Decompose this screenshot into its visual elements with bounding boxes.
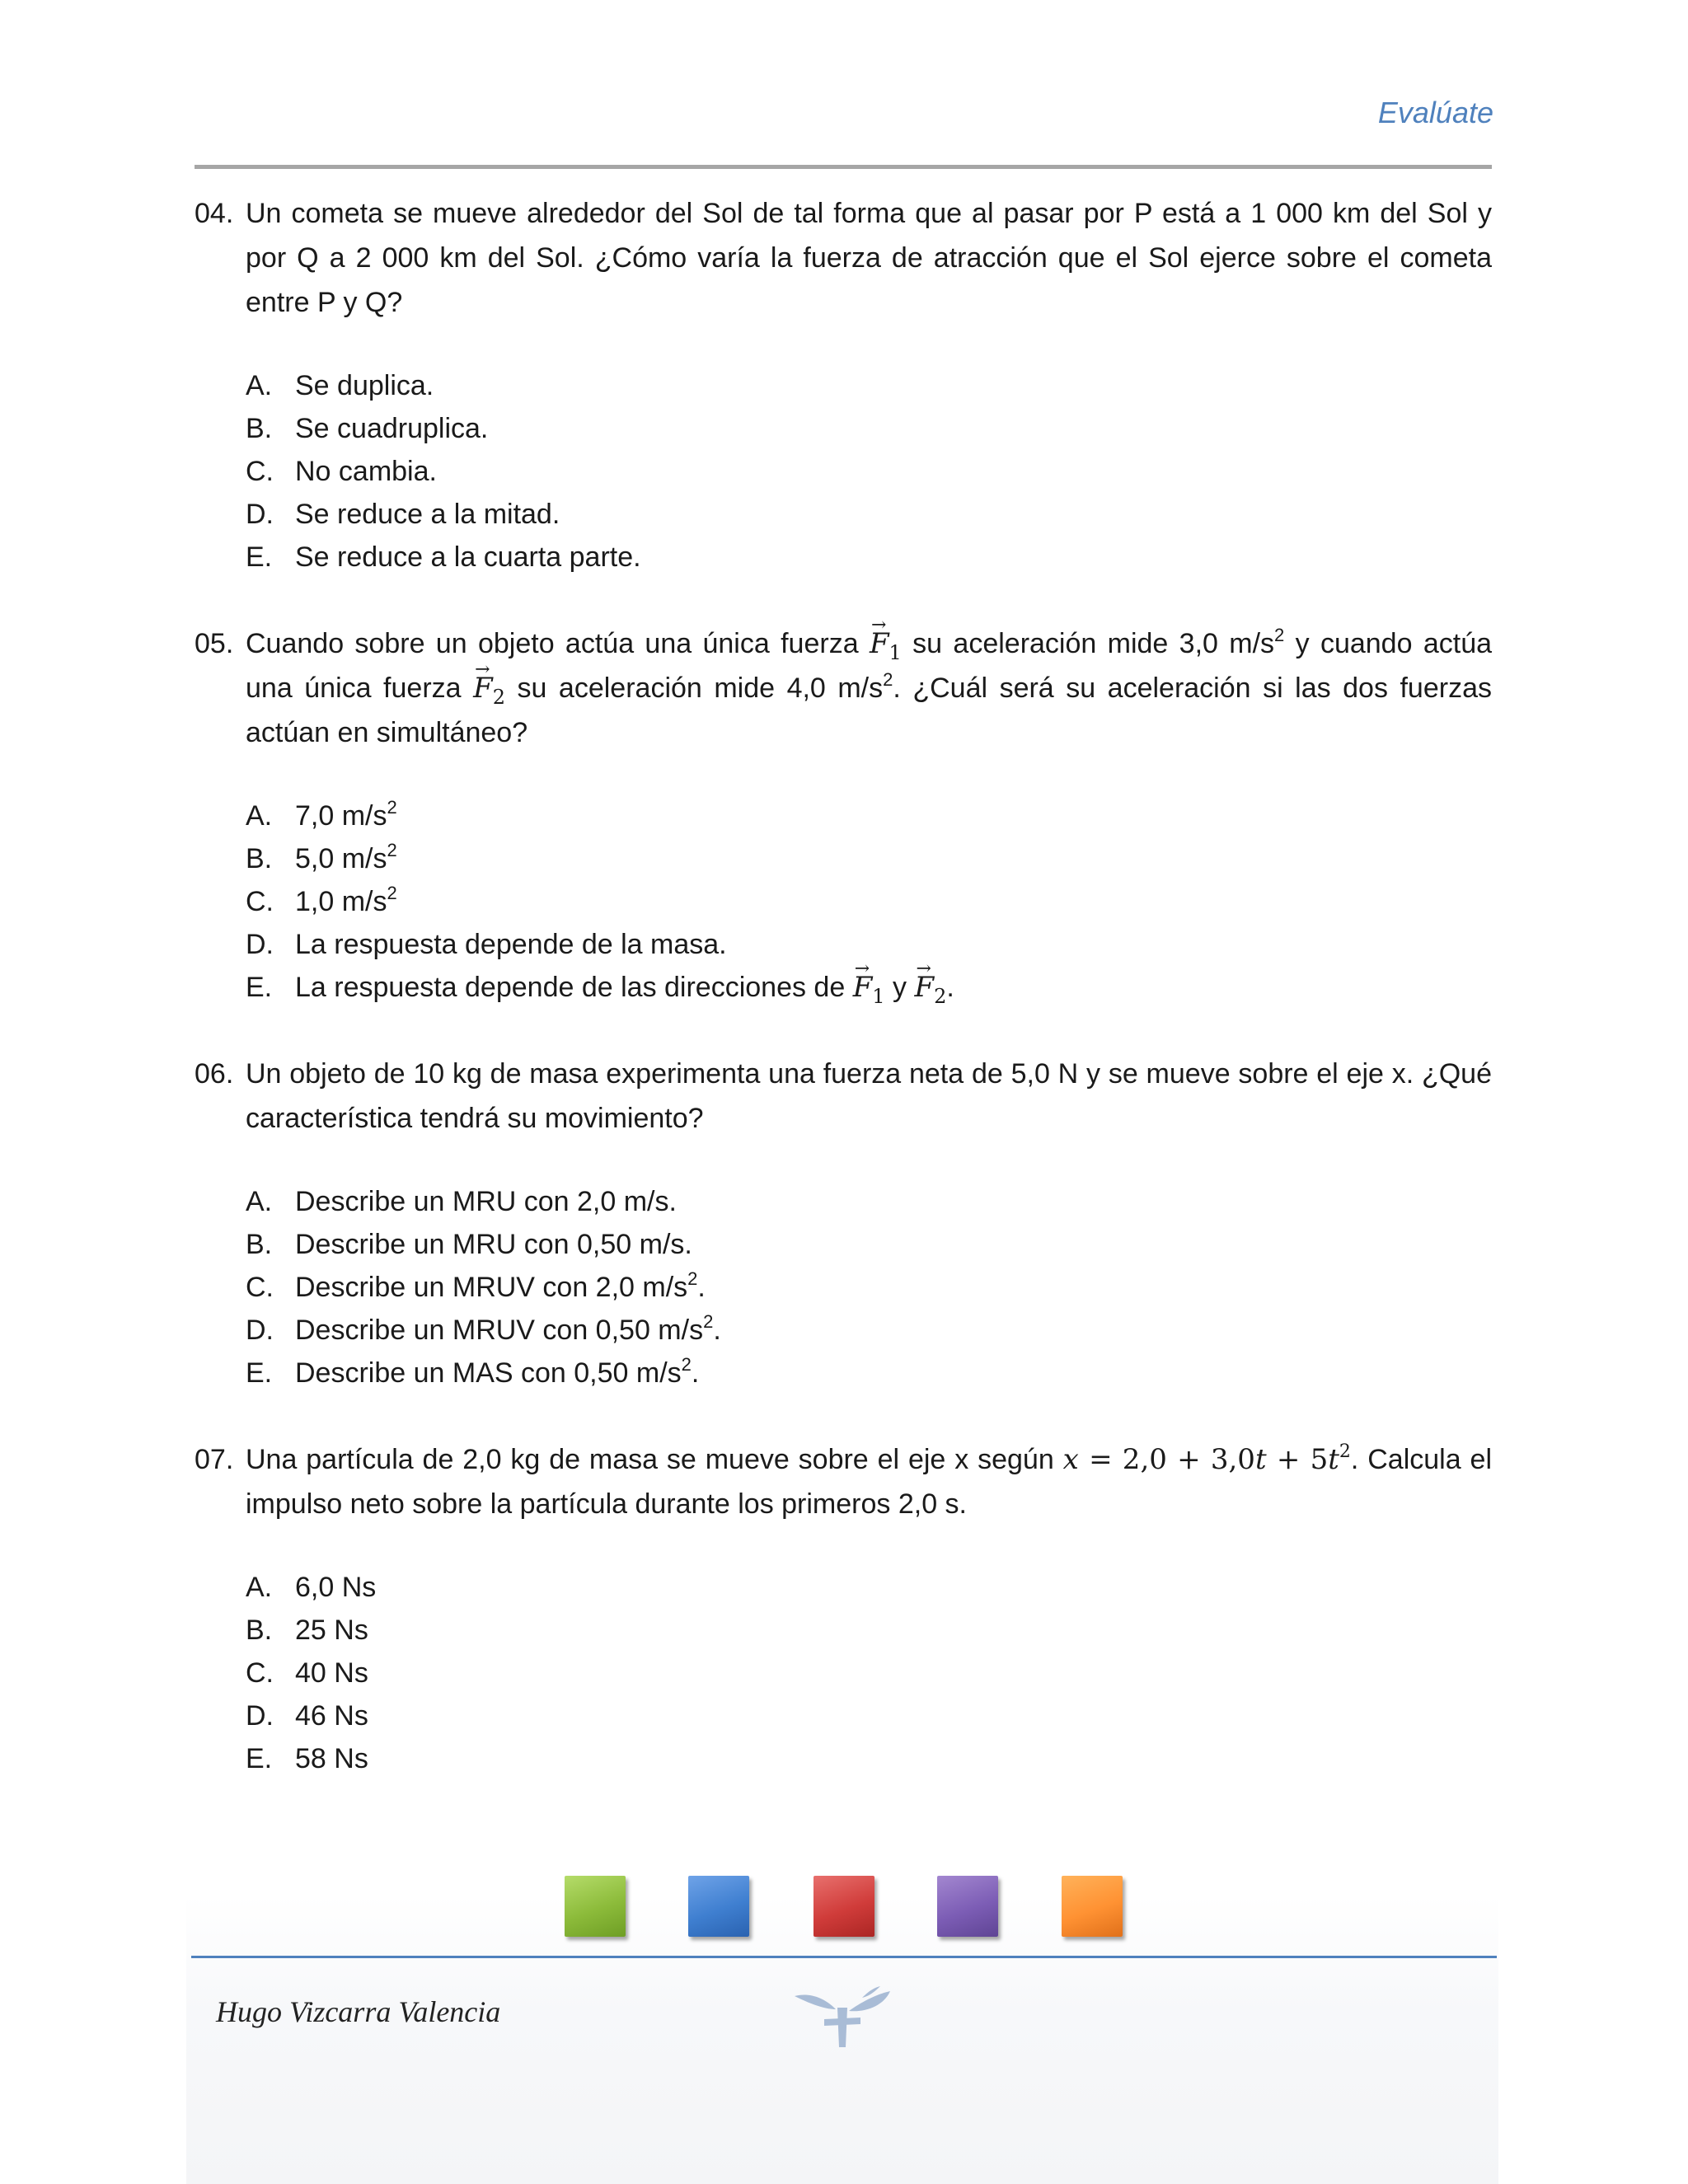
header-divider <box>195 165 1492 169</box>
option-text: La respuesta depende de la masa. <box>295 929 727 960</box>
option-text: No cambia. <box>295 456 437 487</box>
option-item <box>246 880 1492 923</box>
option-letter: D. <box>246 499 274 530</box>
options-list-04 <box>246 364 1492 579</box>
option-letter: D. <box>246 929 274 960</box>
question-text-part: . ¿Cuál será su aceleración si las dos fuerzas actúan en simultáneo? <box>246 673 1492 748</box>
exponent: 2 <box>387 840 397 860</box>
option-letter: A. <box>246 1572 273 1603</box>
option-letter: C. <box>246 1272 274 1303</box>
option-letter: E. <box>246 1743 273 1774</box>
question-text <box>246 1437 1492 1526</box>
page-header-title: Evalúate <box>1377 96 1493 129</box>
option-letter: D. <box>246 1700 274 1732</box>
tree-logo-icon <box>791 1985 893 2050</box>
option-letter: E. <box>246 1357 273 1389</box>
option-text: 25 Ns <box>295 1615 368 1646</box>
option-item <box>246 1309 1492 1352</box>
question-number: 07. <box>195 1444 234 1475</box>
option-text: 40 Ns <box>295 1657 368 1689</box>
option-item <box>246 536 1492 579</box>
vector-subscript: 2 <box>934 984 947 1008</box>
option-text: 58 Ns <box>295 1743 368 1774</box>
option-item <box>246 966 1492 1009</box>
exponent: 2 <box>681 1354 692 1375</box>
vector-subscript: 1 <box>872 984 885 1008</box>
exponent: 2 <box>703 1311 714 1332</box>
option-item <box>246 1352 1492 1394</box>
blue-square-icon <box>688 1876 749 1937</box>
option-text: 6,0 Ns <box>295 1572 377 1603</box>
option-item <box>246 794 1492 837</box>
option-item <box>246 1566 1492 1609</box>
option-text: Describe un MRUV con 2,0 m/s <box>295 1272 688 1303</box>
option-text: 7,0 m/s <box>295 800 387 832</box>
question-07 <box>195 1437 1492 1526</box>
option-text: Describe un MRU con 0,50 m/s. <box>295 1229 692 1260</box>
option-text: 46 Ns <box>295 1700 368 1732</box>
option-text: Se reduce a la mitad. <box>295 499 560 530</box>
vector-symbol: → F <box>853 966 873 1009</box>
equation-variable: t <box>1254 1443 1267 1476</box>
option-item <box>246 450 1492 493</box>
exponent: 2 <box>387 883 397 903</box>
option-item <box>246 1652 1492 1694</box>
equation-variable: x <box>1062 1443 1079 1476</box>
equation-term: = 2,0 + 3,0 <box>1078 1443 1255 1476</box>
red-square-icon <box>814 1876 874 1937</box>
vector-symbol: → F <box>870 621 889 666</box>
footer-divider <box>191 1956 1497 1958</box>
question-number: 05. <box>195 628 234 659</box>
option-letter: C. <box>246 1657 274 1689</box>
question-number: 06. <box>195 1058 234 1090</box>
orange-square-icon <box>1062 1876 1123 1937</box>
question-text: Un cometa se mueve alrededor del Sol de tal forma que al pasar por P está a 1 000 km del Sol y por Q a 2 000 km del Sol. ¿Cómo varía la fuerza de atracción que el Sol ejerce sobre el cometa entre P y Q? <box>246 198 1492 318</box>
option-text-end: . <box>713 1315 721 1346</box>
footer-author: Hugo Vizcarra Valencia <box>216 1995 501 2028</box>
option-text-end: . <box>946 972 954 1003</box>
option-item <box>246 364 1492 407</box>
exponent: 2 <box>687 1268 698 1289</box>
decorative-color-squares <box>565 1876 1125 1942</box>
option-item <box>246 1737 1492 1780</box>
vector-subscript: 1 <box>889 640 902 664</box>
options-list-07 <box>246 1566 1492 1780</box>
exponent: 2 <box>1339 1441 1351 1462</box>
force-vector-f2 <box>473 672 505 709</box>
page-content <box>195 191 1492 1823</box>
question-05 <box>195 621 1492 755</box>
option-letter: B. <box>246 1229 273 1260</box>
position-equation <box>1063 1443 1351 1476</box>
option-text: Describe un MAS con 0,50 m/s <box>295 1357 682 1389</box>
option-letter: A. <box>246 370 273 401</box>
question-number: 04. <box>195 198 234 229</box>
option-text: 5,0 m/s <box>295 843 387 874</box>
option-letter: B. <box>246 413 273 444</box>
exponent: 2 <box>387 797 397 818</box>
question-text-part: y cuando actúa una única fuerza <box>246 628 1493 704</box>
question-text-part: su aceleración mide 3,0 m/s <box>912 628 1275 659</box>
exponent: 2 <box>1274 625 1285 645</box>
question-text-part: Una partícula de 2,0 kg de masa se mueve sobre el eje x según <box>246 1444 1054 1475</box>
option-item <box>246 837 1492 880</box>
option-letter: A. <box>246 800 273 832</box>
option-item <box>246 1694 1492 1737</box>
option-text: Describe un MRU con 2,0 m/s. <box>295 1186 677 1217</box>
option-text: Se reduce a la cuarta parte. <box>295 541 641 573</box>
green-square-icon <box>565 1876 626 1937</box>
question-text-part: Cuando sobre un objeto actúa una única fuerza <box>246 628 859 659</box>
option-text: Describe un MRUV con 0,50 m/s <box>295 1315 704 1346</box>
equation-variable: t <box>1328 1443 1339 1476</box>
option-letter: C. <box>246 456 274 487</box>
option-text: 1,0 m/s <box>295 886 387 917</box>
option-item <box>246 493 1492 536</box>
exponent: 2 <box>883 669 893 690</box>
option-text: La respuesta depende de las direcciones de <box>295 972 846 1003</box>
option-text-end: . <box>697 1272 706 1303</box>
question-text <box>246 621 1492 755</box>
option-item <box>246 1223 1492 1266</box>
force-vector-f1 <box>852 971 885 1008</box>
option-letter: A. <box>246 1186 273 1217</box>
purple-square-icon <box>937 1876 998 1937</box>
option-text-conjunction: y <box>893 972 907 1003</box>
vector-symbol: → F <box>473 666 493 710</box>
force-vector-f1 <box>869 627 902 664</box>
option-letter: B. <box>246 843 273 874</box>
vector-symbol: → F <box>914 966 934 1009</box>
question-text-part: su aceleración mide 4,0 m/s <box>517 673 884 704</box>
options-list-05 <box>246 794 1492 1009</box>
force-vector-f2 <box>914 971 947 1008</box>
equation-term: + 5 <box>1266 1443 1329 1476</box>
question-06 <box>195 1052 1492 1141</box>
option-text: Se duplica. <box>295 370 434 401</box>
option-letter: B. <box>246 1615 273 1646</box>
question-text: Un objeto de 10 kg de masa experimenta una fuerza neta de 5,0 N y se mueve sobre el eje x. ¿Qué característica tendrá su movimiento? <box>246 1058 1492 1134</box>
option-letter: E. <box>246 972 273 1003</box>
question-text-part: . Calcula el impulso neto sobre la partícula durante los primeros 2,0 s. <box>246 1444 1492 1520</box>
option-item <box>246 1180 1492 1223</box>
options-list-06 <box>246 1180 1492 1394</box>
option-text: Se cuadruplica. <box>295 413 489 444</box>
option-item <box>246 407 1492 450</box>
vector-subscript: 2 <box>492 685 505 709</box>
option-item <box>246 1609 1492 1652</box>
option-letter: C. <box>246 886 274 917</box>
question-04 <box>195 191 1492 325</box>
option-text-end: . <box>691 1357 700 1389</box>
option-item <box>246 1266 1492 1309</box>
option-letter: E. <box>246 541 273 573</box>
option-letter: D. <box>246 1315 274 1346</box>
